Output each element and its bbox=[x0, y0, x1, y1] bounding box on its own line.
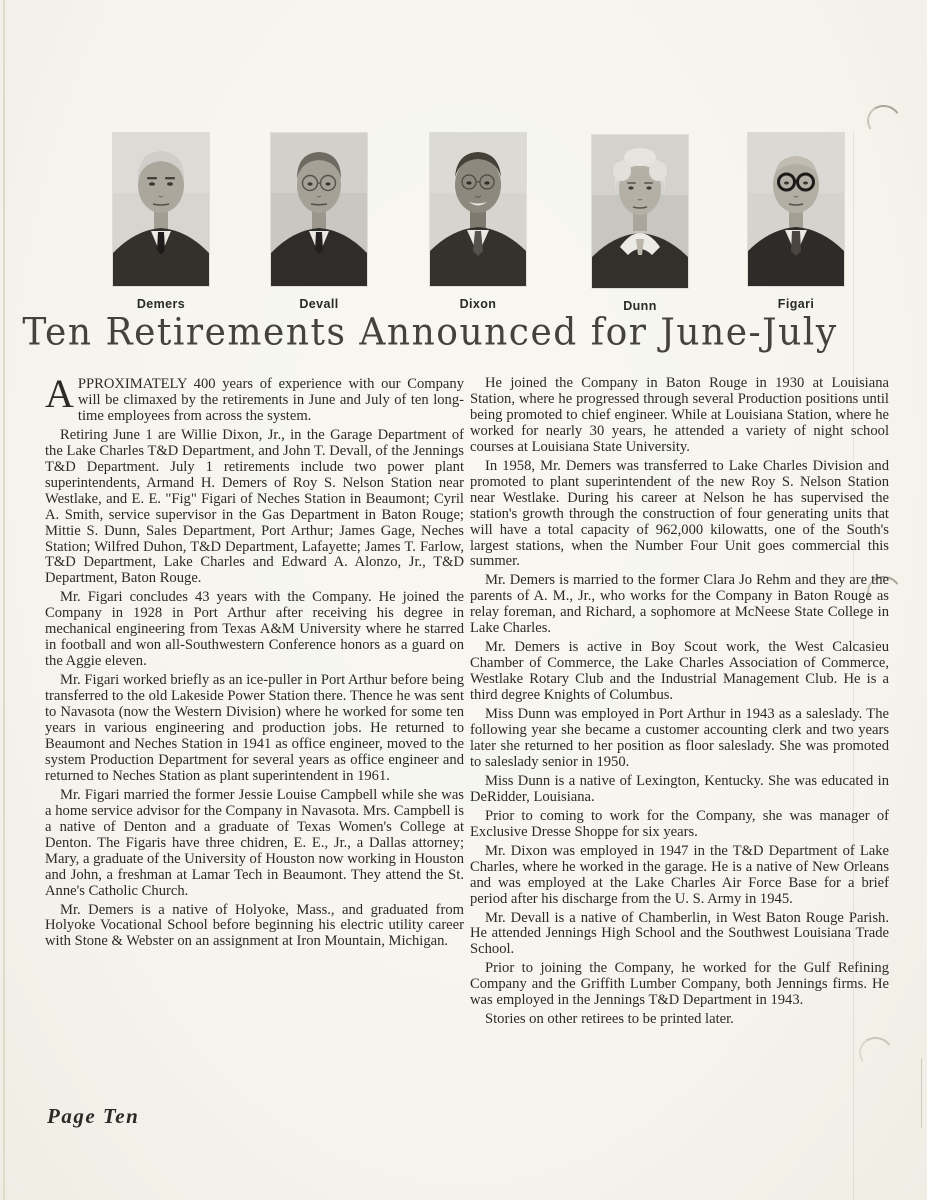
figari-photo-image bbox=[748, 133, 844, 286]
dunn-photo-image bbox=[592, 135, 688, 288]
portrait-dixon bbox=[430, 133, 526, 311]
paragraph: Mr. Dixon was employed in 1947 in the T&D Department of Lake Charles, where he worked in the garage. He is a native of New Orleans and was employed at the Lake Charles Air Force Base for a brief period after his discharge from the U. S. Army in 1945. bbox=[470, 842, 889, 907]
portrait-caption: Devall bbox=[299, 297, 339, 311]
paragraph: Miss Dunn was employed in Port Arthur in 1943 as a saleslady. The following year she became a customer accounting clerk and two years later she returned to her position as floor saleslady. She was promoted to saleslady senior in 1950. bbox=[470, 706, 889, 770]
article-headline: Ten Retirements Announced for June-July bbox=[22, 311, 838, 354]
paragraph: In 1958, Mr. Demers was transferred to Lake Charles Division and promoted to plant superintendent of the new Roy S. Nelson Station near Westlake. During his career at Nelson he has supervised the station's growth through the construction of four generating units that will have a total capacity of 962,000 kilowatts, one of the South's largest stations, when the Number Four Unit goes commercial this summer. bbox=[470, 457, 889, 570]
paragraph bbox=[45, 371, 464, 425]
paragraph: Prior to coming to work for the Company, she was manager of Exclusive Dresse Shoppe for six years. bbox=[470, 807, 889, 840]
paragraph: Stories on other retirees to be printed later. bbox=[485, 1011, 734, 1028]
paragraph: Miss Dunn is a native of Lexington, Kentucky. She was educated in DeRidder, Louisiana. bbox=[470, 772, 889, 805]
paragraph: Mr. Figari concludes 43 years with the Company. He joined the Company in 1928 in Port Arthur after receiving his degree in mechanical engineering from Texas A&M University where he starred in football and won all-Southwestern Conference honors as a guard on the Aggie eleven. bbox=[45, 589, 464, 670]
paragraph: Mr. Demers is active in Boy Scout work, the West Calcasieu Chamber of Commerce, the Lake Charles Association of Commerce, Westlake Rotary Club and the Industrial Management Club. He is a third degree Knights of Columbus. bbox=[470, 639, 889, 704]
article-right-column bbox=[470, 376, 889, 1031]
paragraph: Retiring June 1 are Willie Dixon, Jr., in the Garage Department of the Lake Charles T&D Department, and John T. Devall, of the Jennings T&D Department. July 1 retirements include two power plant superintendents, Armand H. Demers of Roy S. Nelson Station near Westlake, and E. E. "Fig" Figari of Neches Station in Beaumont; Cyril A. Smith, service supervisor in the Gas Department in Baton Rouge; Mittie S. Dunn, Sales Department, Port Arthur; James Gage, Neches Station; Wilfred Duhon, T&D Department, Lafayette; James T. Farlow, T&D Department, Lake Charles and Edward A. Alonzo, Jr., T&D Department, Baton Rouge. bbox=[45, 426, 464, 587]
page-left-edge bbox=[3, 0, 5, 1200]
devall-photo-image bbox=[271, 133, 367, 286]
paragraph: Mr. Devall is a native of Chamberlin, in West Baton Rouge Parish. He attended Jennings High School and the Southwest Louisiana Trade School. bbox=[470, 909, 889, 958]
paragraph: He joined the Company in Baton Rouge in 1930 at Louisiana Station, where he progressed through several Production positions until being promoted to chief engineer. While at Louisiana Station, where he worked for nearly 30 years, he attended a variety of night school courses at Louisiana State University. bbox=[470, 375, 889, 455]
paragraph: Mr. Demers is married to the former Clara Jo Rehm and they are the parents of A. M., Jr., who works for the Company in Baton Rouge as relay foreman, and Richard, a sophomore at McNeese State College in Lake Charles. bbox=[470, 572, 889, 637]
paragraph-text: PPROXIMATELY 400 years of experience with our Company will be climaxed by the retirements in June and July of ten long-time employees from across the system. bbox=[77, 376, 464, 424]
dixon-photo-image bbox=[430, 133, 526, 286]
paragraph: Mr. Figari married the former Jessie Louise Campbell while she was a home service advisor for the Company in Navasota. Mrs. Campbell is a native of Denton and a graduate of Texas Women's College at Denton. The Figaris have three chidren, E. E., Jr., a Dallas attorney; Mary, a graduate of the University of Houston now working in Houston and John, a freshman at Lamar Tech in Beaumont. They attend the St. Anne's Catholic Church. bbox=[45, 786, 464, 899]
paragraph: Prior to joining the Company, he worked for the Gulf Refining Company and the Griffith Lumber Company, both Jennings firms. He was employed in the Jennings T&D Department in 1943. bbox=[470, 960, 889, 1009]
portrait-figari bbox=[748, 133, 844, 311]
punch-hole-icon bbox=[864, 102, 904, 140]
paragraph: Mr. Demers is a native of Holyoke, Mass., and graduated from Holyoke Vocational School before beginning his electric utility career with Stone & Webster on an assignment at Iron Mountain, Michigan. bbox=[45, 901, 464, 950]
article-left-column bbox=[45, 371, 464, 953]
demers-photo-image bbox=[113, 133, 209, 286]
portrait-caption: Dixon bbox=[459, 297, 497, 311]
portrait-caption: Dunn bbox=[623, 299, 657, 313]
punch-hole-icon bbox=[856, 1034, 896, 1072]
paragraph: Mr. Figari worked briefly as an ice-puller in Port Arthur before being transferred to the old Lakeside Power Station there. Thence he was sent to Navasota (now the Western Division) where he worked for some ten years in various engineering and production jobs. He returned to Beaumont and Neches Station in 1941 as office engineer, moved to the system Production Department for several years as office engineer and returned to Neches Station as plant superintendent in 1961. bbox=[45, 672, 464, 784]
page-number-label: Page Ten bbox=[47, 1104, 140, 1128]
drop-cap: A bbox=[45, 371, 74, 416]
portrait-dunn bbox=[592, 135, 688, 313]
portrait-devall bbox=[271, 133, 367, 311]
portrait-caption: Demers bbox=[136, 297, 186, 311]
portrait-demers bbox=[113, 133, 209, 311]
page-corner-mark bbox=[921, 1058, 922, 1128]
portrait-caption: Figari bbox=[777, 297, 815, 311]
